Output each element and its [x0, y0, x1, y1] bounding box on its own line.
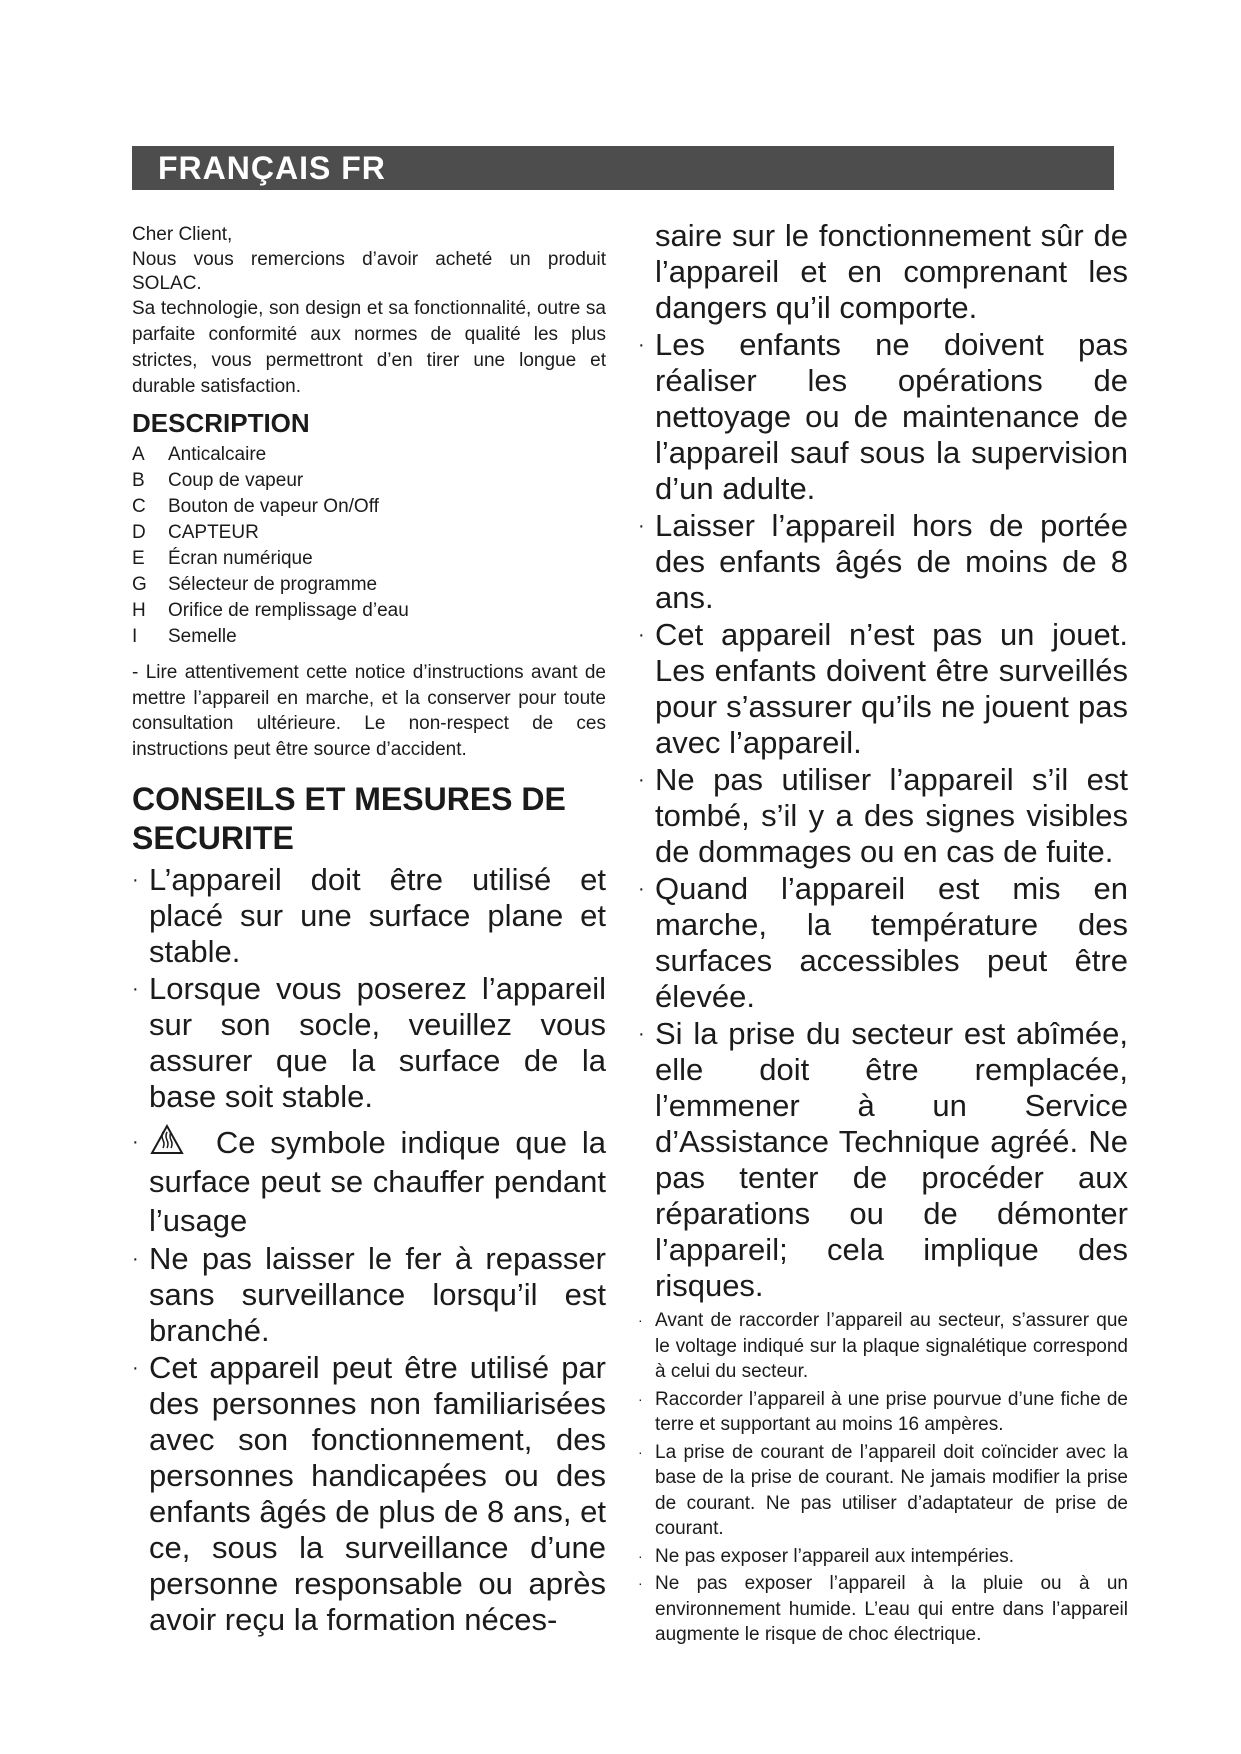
safety-item	[132, 971, 606, 1115]
description-heading: DESCRIPTION	[132, 408, 310, 438]
bullet-icon: ·	[638, 515, 645, 537]
safety-item-text: Laisser l’appareil hors de portée des enfants âgés de moins de 8 ans.	[655, 508, 1128, 615]
intro-thanks: Nous vous remercions d’avoir acheté un produit SOLAC.	[132, 249, 606, 294]
safety-item	[132, 1350, 606, 1638]
safety-small-item-text: La prise de courant de l’appareil doit coïncider avec la base de la prise de courant. Ne jamais modifier la prise de courant. Ne pas utiliser d’adaptateur de prise de courant.	[655, 1441, 1128, 1539]
description-label: Sélecteur de programme	[168, 574, 378, 595]
description-label: Bouton de vapeur On/Off	[168, 496, 379, 517]
bullet-icon: ·	[132, 1131, 139, 1153]
description-item	[132, 572, 606, 598]
intro-greeting: Cher Client,	[132, 224, 233, 245]
description-item	[132, 442, 606, 468]
safety-small-item	[638, 1387, 1128, 1438]
safety-item	[132, 1241, 606, 1349]
safety-item	[132, 862, 606, 970]
language-title: FRANÇAIS FR	[158, 150, 386, 186]
safety-item	[638, 871, 1128, 1015]
safety-item	[638, 762, 1128, 870]
description-item	[132, 546, 606, 572]
description-letter: H	[132, 600, 146, 621]
safety-continuation: saire sur le fonctionnement sûr de l’appareil et en comprenant les dangers qu’il comporte.	[655, 218, 1128, 325]
description-item	[132, 468, 606, 494]
description-letter: A	[132, 444, 145, 465]
safety-list-right	[638, 327, 1128, 1304]
bullet-icon: ·	[638, 1547, 643, 1564]
bullet-icon: ·	[638, 624, 645, 646]
safety-small-item-text: Ne pas exposer l’appareil à la pluie ou à un environnement humide. L’eau qui entre dans l’appareil augmente le risque de choc électrique.	[655, 1573, 1128, 1645]
description-item	[132, 598, 606, 624]
description-label: Semelle	[168, 626, 237, 647]
description-label: Écran numérique	[168, 548, 313, 569]
bullet-icon: ·	[638, 334, 645, 356]
safety-item-symbol	[132, 1123, 606, 1240]
bullet-icon: ·	[638, 1312, 643, 1328]
safety-item-text: Si la prise du secteur est abîmée, elle doit être remplacée, l’emmener à un Service d’Assistance Technique agréé. Ne pas tenter de procéder aux réparations ou de démonter l’appareil; cela implique des risques.	[655, 1016, 1128, 1303]
description-item	[132, 494, 606, 520]
safety-small-item	[638, 1308, 1128, 1385]
description-note: - Lire attentivement cette notice d’instructions avant de mettre l’appareil en marche, et la conserver pour toute consultation ultérieure. Le non-respect de ces instructions peut être source d’accident.	[132, 662, 606, 760]
safety-small-list	[638, 1308, 1128, 1648]
safety-item-text: Quand l’appareil est mis en marche, la température des surfaces accessibles peut être élevée.	[655, 871, 1128, 1014]
bullet-icon: ·	[638, 878, 645, 900]
description-label: Orifice de remplissage d’eau	[168, 600, 409, 621]
safety-item	[638, 327, 1128, 507]
safety-item	[638, 617, 1128, 761]
description-letter: G	[132, 574, 147, 595]
description-item	[132, 624, 606, 650]
description-label: CAPTEUR	[168, 522, 259, 543]
safety-small-item	[638, 1440, 1128, 1542]
bullet-icon: ·	[638, 1023, 645, 1045]
description-letter: E	[132, 548, 145, 569]
hot-surface-icon	[149, 1123, 201, 1159]
safety-item	[638, 1016, 1128, 1304]
left-column	[132, 222, 606, 1639]
description-list	[132, 442, 606, 650]
safety-small-item-text: Ne pas exposer l’appareil aux intempéries.	[655, 1545, 1015, 1567]
intro-text: Sa technologie, son design et sa fonctionnalité, outre sa parfaite conformité aux normes de qualité les plus strictes, vous permettront d’en tirer une longue et durable satisfaction.	[132, 298, 606, 397]
bullet-icon: ·	[132, 1248, 139, 1270]
safety-item-text: Cet appareil peut être utilisé par des personnes non familiarisées avec son fonctionnement, des personnes handicapées ou des enfants âgés de plus de 8 ans, et ce, sous la surveillance d’une personne responsable ou après avoir reçu la formation néces-	[149, 1350, 606, 1637]
description-letter: B	[132, 470, 145, 491]
description-letter: D	[132, 522, 146, 543]
description-label: Coup de vapeur	[168, 470, 304, 491]
safety-item-text: Ne pas laisser le fer à repasser sans surveillance lorsqu’il est branché.	[149, 1241, 606, 1348]
safety-small-item	[638, 1571, 1128, 1648]
safety-list-left	[132, 862, 606, 1638]
description-letter: C	[132, 496, 146, 517]
bullet-icon: ·	[132, 978, 139, 1000]
bullet-icon: ·	[132, 1357, 139, 1379]
safety-item-text: Ce symbole indique que la surface peut se chauffer pendant l’usage	[149, 1125, 606, 1238]
intro-block	[132, 222, 606, 400]
safety-item-text: Lorsque vous poserez l’appareil sur son socle, veuillez vous assurer que la surface de la base soit stable.	[149, 971, 606, 1114]
safety-small-item-text: Raccorder l’appareil à une prise pourvue d’une fiche de terre et supportant au moins 16 ampères.	[655, 1388, 1128, 1435]
bullet-icon: ·	[638, 1443, 643, 1460]
safety-item	[638, 508, 1128, 616]
bullet-icon: ·	[132, 869, 139, 891]
safety-item-text: Cet appareil n’est pas un jouet. Les enfants doivent être surveillés pour s’assurer qu’ils ne jouent pas avec l’appareil.	[655, 617, 1128, 760]
safety-small-item	[638, 1544, 1128, 1570]
safety-item-text: Ne pas utiliser l’appareil s’il est tombé, s’il y a des signes visibles de dommages ou en cas de fuite.	[655, 762, 1128, 869]
safety-heading: CONSEILS ET MESURES DE SECURITE	[132, 781, 566, 856]
bullet-icon: ·	[638, 1390, 643, 1407]
safety-small-item-text: Avant de raccorder l’appareil au secteur, s’assurer que le voltage indiqué sur la plaque signalétique correspond à celui du secteur.	[655, 1310, 1128, 1382]
description-letter: I	[132, 626, 138, 647]
bullet-icon: ·	[638, 769, 645, 791]
bullet-icon: ·	[638, 1575, 643, 1591]
safety-item-text: L’appareil doit être utilisé et placé sur une surface plane et stable.	[149, 862, 606, 969]
description-label: Anticalcaire	[168, 444, 267, 465]
safety-item-text: Les enfants ne doivent pas réaliser les opérations de nettoyage ou de maintenance de l’appareil sauf sous la supervision d’un adulte.	[655, 327, 1128, 506]
language-header-bar	[132, 146, 1114, 190]
right-column	[638, 218, 1128, 1650]
description-item	[132, 520, 606, 546]
